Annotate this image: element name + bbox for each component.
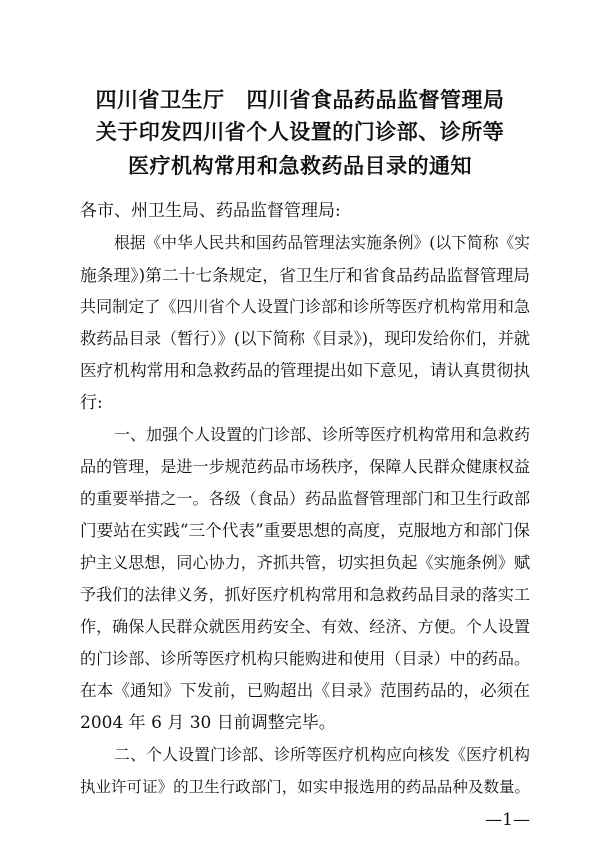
body-line: 执业许可证》的卫生行政部门，如实申报选用的药品品种及数量。 — [80, 778, 530, 796]
issuer-drug-administration: 四川省食品药品监督管理局 — [246, 88, 505, 112]
body-line: 的重要举措之一。各级（食品）药品监督管理部门和卫生行政部 — [80, 489, 530, 508]
page-number: —1— — [485, 810, 530, 830]
body-line: 予我们的法律义务，抓好医疗机构常用和急救药品目录的落实工 — [80, 585, 530, 604]
body-line: 医疗机构常用和急救药品的管理提出如下意见，请认真贯彻执 — [80, 361, 530, 380]
body-line: 门要站在实践“三个代表”重要思想的高度，克服地方和部门保 — [80, 521, 531, 540]
body-line: 施条理》)第二十七条规定，省卫生厅和省食品药品监督管理局 — [80, 265, 530, 285]
body-line: 2004 年 6 月 30 日前调整完毕。 — [80, 713, 336, 733]
body-line: 救药品目录（暂行）》(以下简称《目录》)，现印发给你们，并就 — [80, 329, 530, 348]
body-line: 二、个人设置门诊部、诊所等医疗机构应向核发《医疗机构 — [114, 745, 531, 764]
body-line: 根据《中华人民共和国药品管理法实施条例》(以下简称《实 — [114, 233, 530, 252]
addressee: 各市、州卫生局、药品监督管理局: — [80, 201, 341, 221]
body-line: 护主义思想，同心协力，齐抓共管，切实担负起《实施条例》赋 — [80, 553, 530, 572]
title-line-2: 关于印发四川省个人设置的门诊部、诊所等 — [95, 120, 505, 144]
body-line: 行: — [80, 393, 103, 413]
issuer-health-department: 四川省卫生厅 — [95, 88, 225, 112]
body-line: 一、加强个人设置的门诊部、诊所等医疗机构常用和急救药 — [114, 425, 531, 444]
title-issuers — [0, 86, 600, 114]
body-line: 品的管理，是进一步规范药品市场秩序，保障人民群众健康权益 — [80, 457, 530, 476]
body-line: 作，确保人民群众就医用药安全、有效、经济、方便。个人设置 — [80, 617, 530, 636]
body-line: 共同制定了《四川省个人设置门诊部和诊所等医疗机构常用和急 — [80, 297, 530, 316]
body-line: 的门诊部、诊所等医疗机构只能购进和使用（目录）中的药品。 — [80, 649, 530, 668]
title-line-3: 医疗机构常用和急救药品目录的通知 — [128, 154, 472, 178]
body-line: 在本《通知》下发前，已购超出《目录》范围药品的，必须在 — [80, 681, 530, 700]
